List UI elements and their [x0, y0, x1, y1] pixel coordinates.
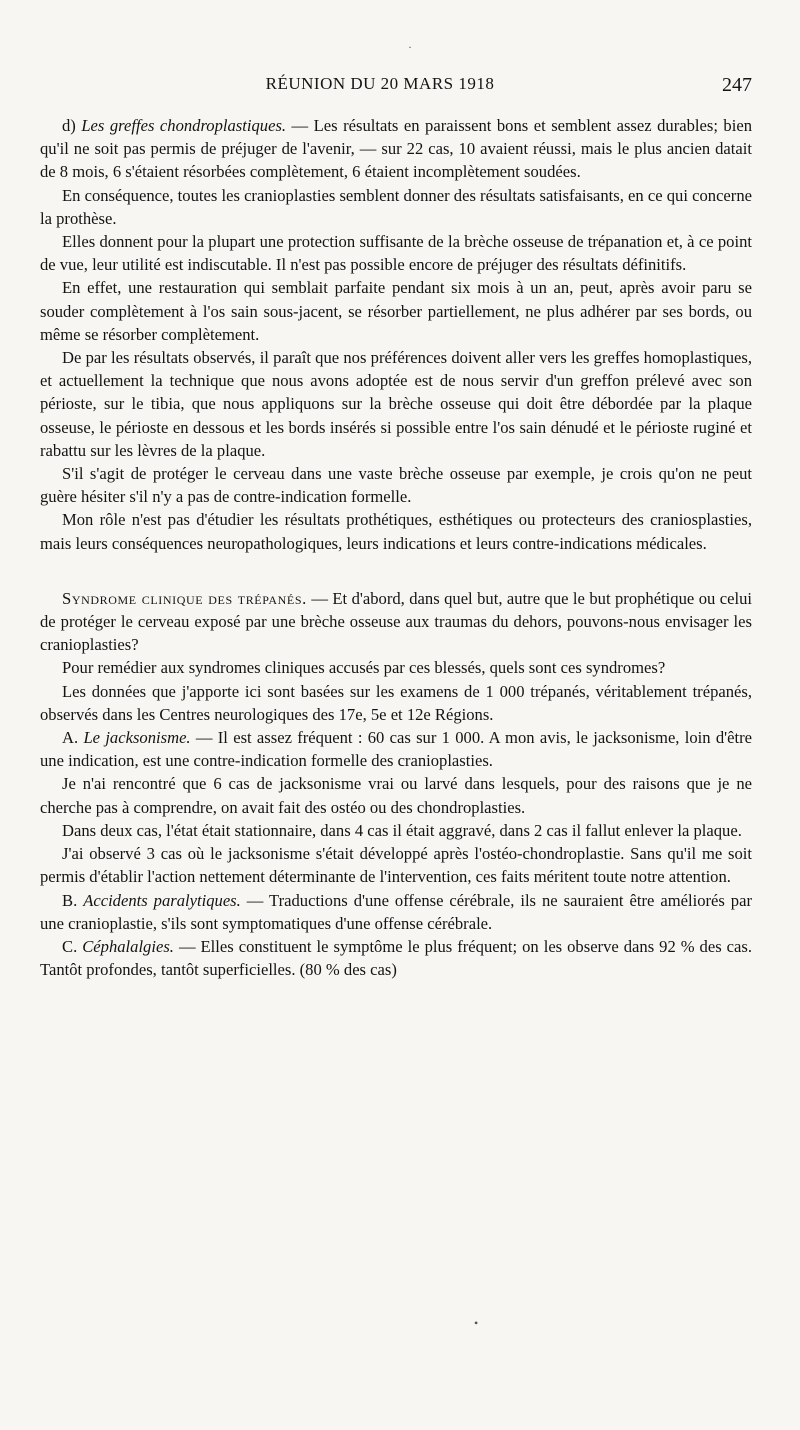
paragraph-title: Céphalalgies.: [82, 936, 174, 956]
item-label: d): [62, 116, 82, 135]
paragraph: Les données que j'apporte ici sont basées sur les examens de 1 000 trépanés, véritablement trépanés, observés dans les Centres neurologiques des 17e, 5e et 12e Régions.: [40, 681, 752, 724]
paragraph: Pour remédier aux syndromes cliniques accusés par ces blessés, quels sont ces syndromes?: [62, 658, 666, 678]
paragraph-text: — Elles constituent le symptôme le plus fréquent; on les observe dans 92 % des cas. Tantôt profondes, tantôt superficielles. (80 % des cas): [40, 936, 752, 980]
paragraph-text: — Traductions d'une offense cérébrale, ils ne sauraient être améliorés par une cranioplastie, s'ils sont symptomatiques d'une offense cérébrale.: [40, 890, 752, 933]
paragraph-greffes-chondroplastiques: [40, 114, 752, 184]
page-header: [60, 72, 760, 102]
item-label: A.: [62, 728, 84, 748]
paragraph: Elles donnent pour la plupart une protection suffisante de la brèche osseuse de trépanation et, à ce point de vue, leur utilité est indiscutable. Il n'est pas possible encore de préjuger des résultats définitifs.: [40, 232, 752, 275]
scan-speck: ·: [408, 40, 412, 54]
paragraph: En conséquence, toutes les cranioplasties semblent donner des résultats satisfaisants, en ce qui concerne la prothèse.: [40, 185, 752, 228]
paragraph-text: — Les résultats en paraissent bons et semblent assez durables; bien qu'il ne soit pas permis de préjuger de l'avenir, — sur 22 cas, 10 avaient réussi, mais le plus ancien datait de 8 mois, 6 s'étaient résorbées complètement, 6 étaient incomplètement soudées.: [40, 116, 752, 182]
paragraph-title: Les greffes chondroplastiques.: [81, 116, 287, 135]
item-label: C.: [62, 936, 83, 956]
paragraph-jacksonisme: [40, 726, 752, 772]
paragraph-text: — Il est assez fréquent : 60 cas sur 1 000. A mon avis, le jacksonisme, loin d'être une indication, est une contre-indication formelle des cranioplasties.: [40, 728, 753, 771]
paragraph-accidents-paralytiques: [40, 889, 752, 935]
paragraph: Je n'ai rencontré que 6 cas de jacksonisme vrai ou larvé dans lesquels, pour des raisons que je ne cherche pas à comprendre, on avait fait des ostéo ou des chondroplasties.: [40, 774, 752, 817]
paragraph-title: Le jacksonisme.: [83, 728, 191, 748]
page-number: 247: [722, 74, 752, 96]
paragraph-cephalalgies: [40, 935, 752, 981]
body-text: [40, 114, 752, 981]
paragraph: J'ai observé 3 cas où le jacksonisme s'était développé après l'ostéo-chondroplastie. Sans qu'il me soit permis d'établir l'action nettement déterminante de l'intervention, ces faits méritent toute notre attention.: [40, 844, 752, 887]
paragraph-title: Accidents paralytiques.: [83, 890, 241, 910]
paragraph: En effet, une restauration qui semblait parfaite pendant six mois à un an, peut, après avoir paru se souder complètement à l'os sain sous-jacent, se résorber partiellement, ne plus adhérer par ses bords, ou même se résorber complètement.: [40, 278, 752, 344]
section-title: Syndrome clinique des trépanés.: [62, 588, 307, 608]
paragraph: S'il s'agit de protéger le cerveau dans une vaste brèche osseuse par exemple, je crois qu'on ne peut guère hésiter s'il n'y a pas de contre-indication formelle.: [40, 464, 752, 507]
paragraph: Dans deux cas, l'état était stationnaire, dans 4 cas il était aggravé, dans 2 cas il fallut enlever la plaque.: [62, 820, 742, 840]
scan-speck: •: [474, 1316, 479, 1330]
paragraph-text: — Et d'abord, dans quel but, autre que le but prophétique ou celui de protéger le cerveau exposé par une brèche osseuse aux traumas du dehors, pouvons-nous envisager les cranioplasties?: [40, 588, 752, 655]
item-label: B.: [62, 890, 84, 910]
running-title: RÉUNION DU 20 MARS 1918: [265, 74, 495, 93]
paragraph: Mon rôle n'est pas d'étudier les résultats prothétiques, esthétiques ou protecteurs des craniosplasties, mais leurs conséquences neuropathologiques, leurs indications et leurs contre-indications médicales.: [40, 510, 752, 553]
paragraph: De par les résultats observés, il paraît que nos préférences doivent aller vers les greffes homoplastiques, et actuellement la technique que nous avons adoptée est de nous servir d'un greffon prélevé avec son périoste, sur le tibia, que nous appliquons sur la brèche osseuse qui doit être débordée par la plaque osseuse, le périoste en dessous et les bords insérés si possible entre l'os sain dénudé et le périoste ruginé et rabattu sur les lèvres de la plaque.: [40, 348, 752, 460]
section-syndrome-clinique: [40, 587, 752, 657]
